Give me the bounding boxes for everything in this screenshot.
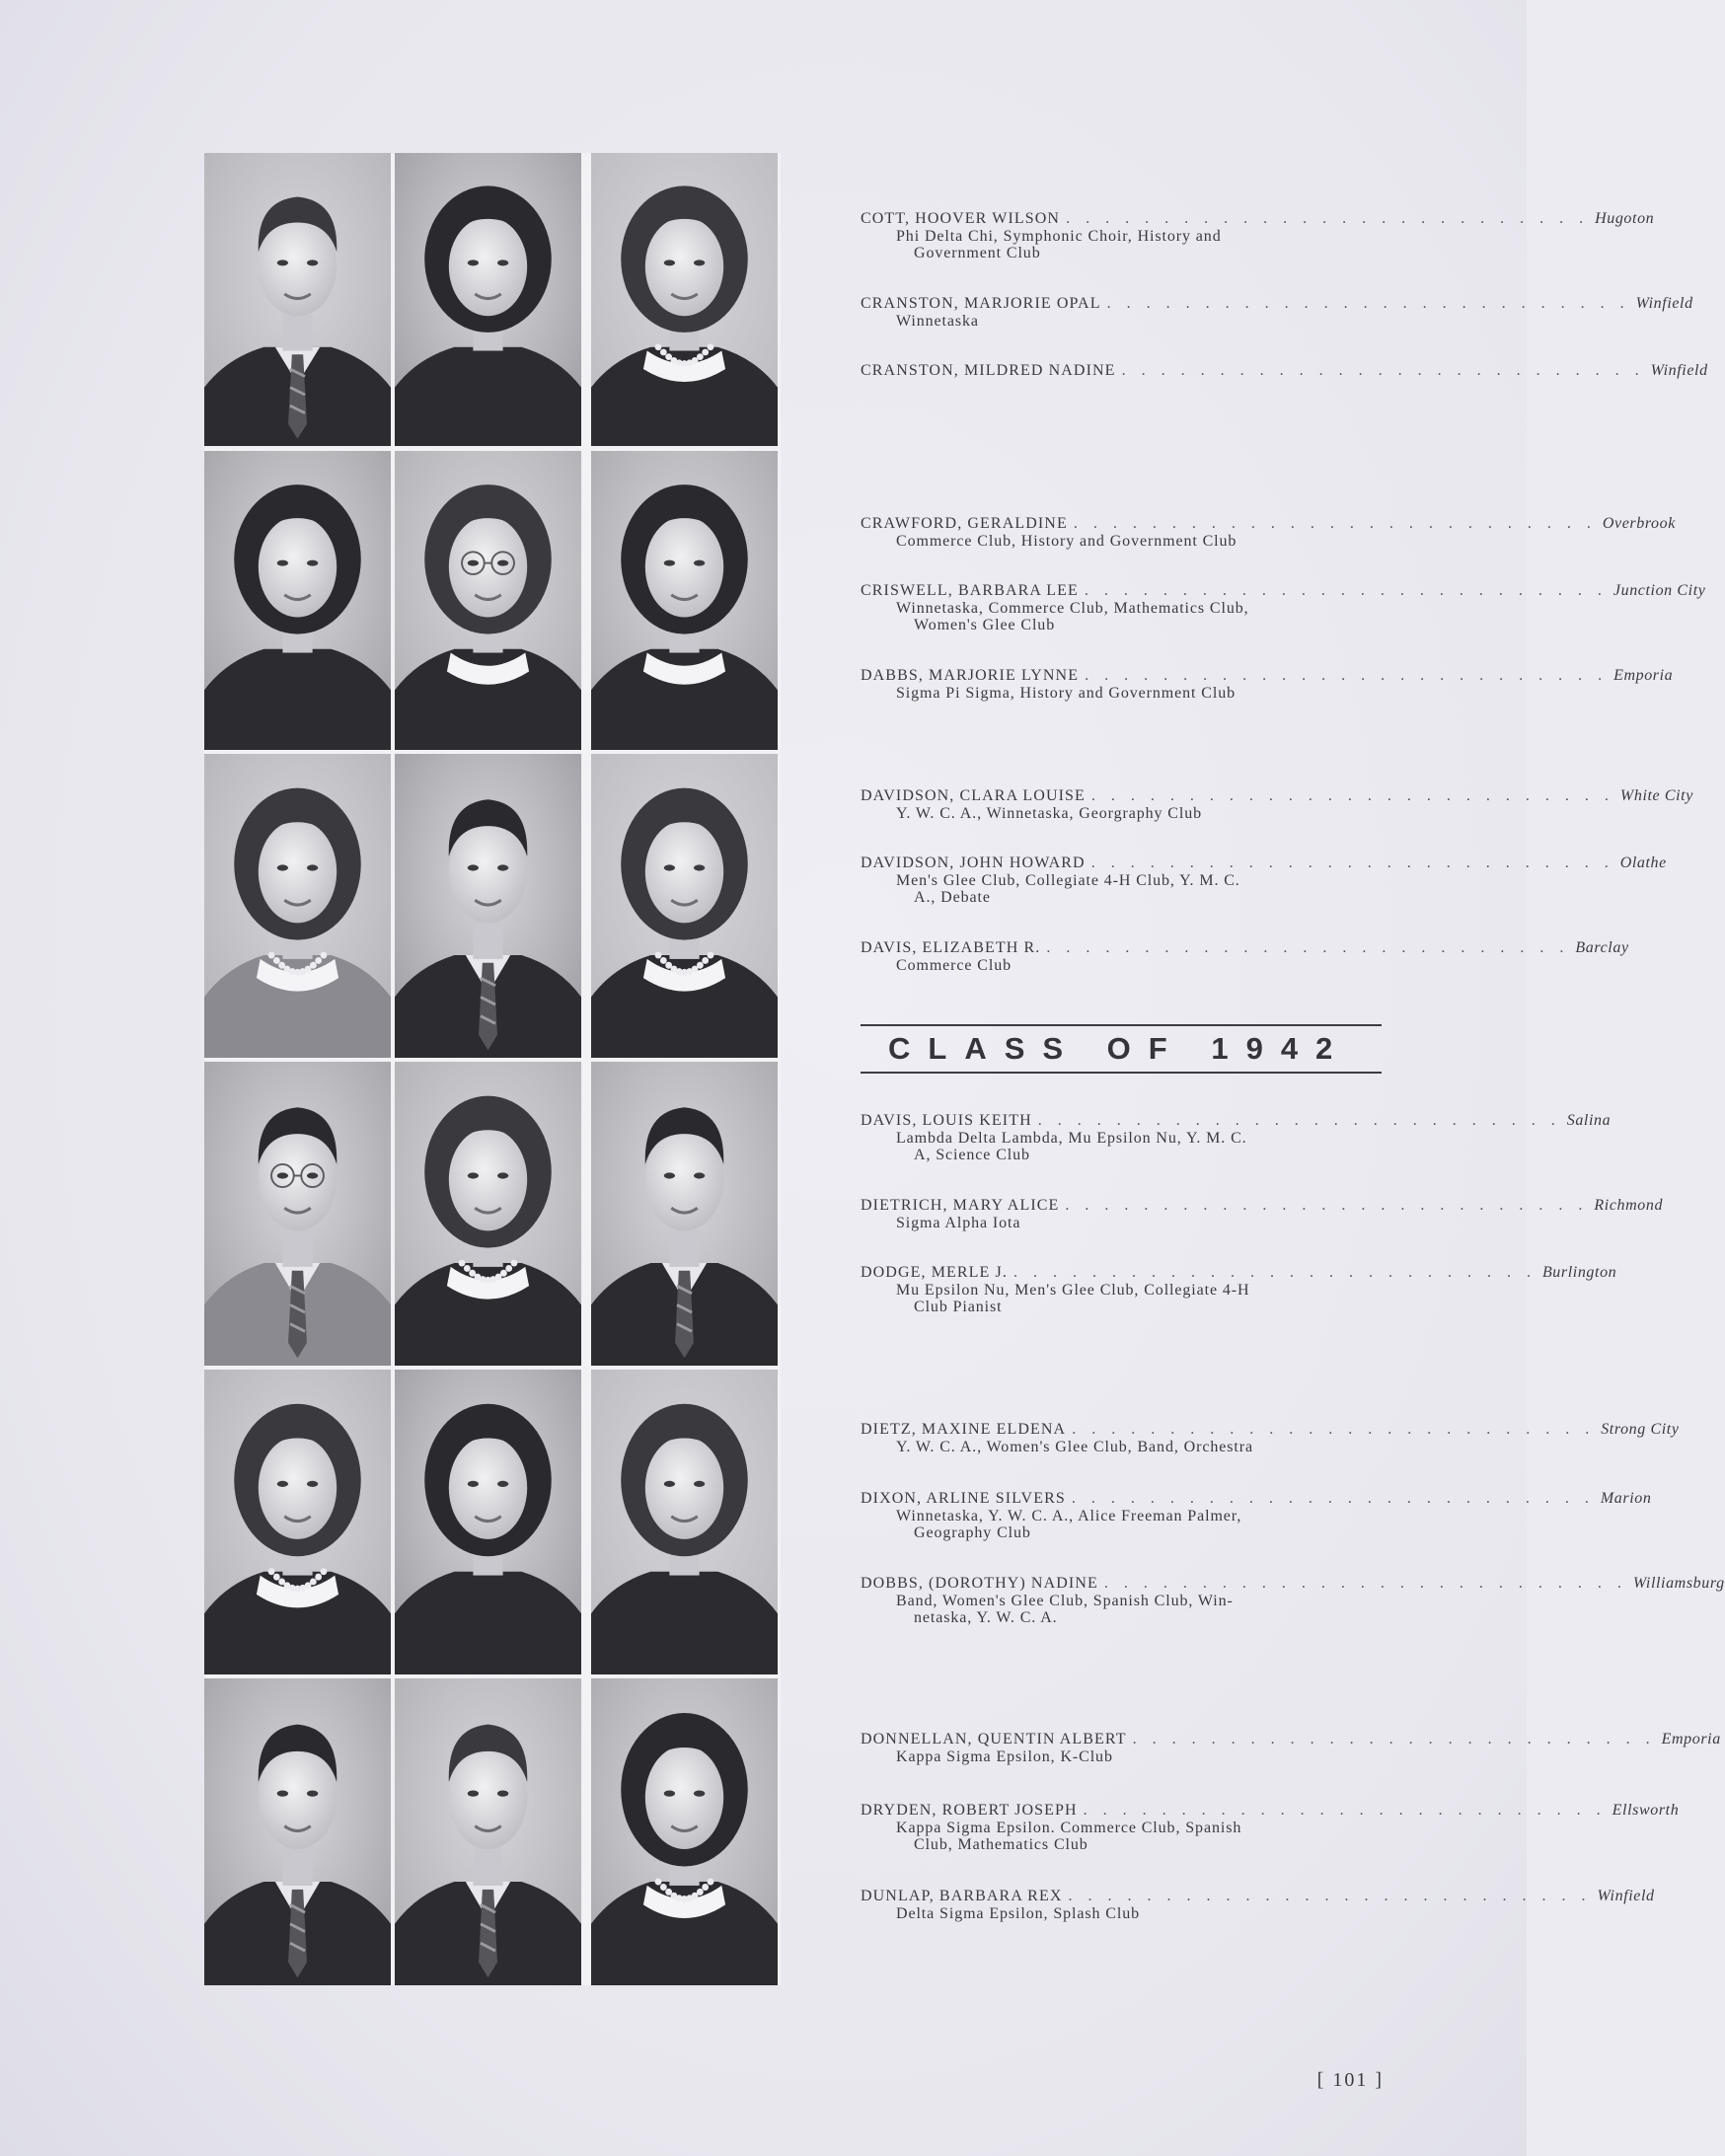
student-name: DABBS, MARJORIE LYNNE (861, 667, 1080, 684)
portrait-row (204, 451, 781, 750)
dot-leader: . . . . . . . . . . . . . . . . . . . . . . . . . . . (1090, 855, 1614, 871)
student-name: CRISWELL, BARBARA LEE (861, 582, 1079, 599)
portrait-row (204, 153, 781, 446)
activities-line: Mu Epsilon Nu, Men's Glee Club, Collegiate 4-H (896, 1282, 1250, 1299)
hometown: Hugoton (1595, 210, 1655, 227)
dot-leader: . . . . . . . . . . . . . . . . . . . . . . . . . . . (1132, 1731, 1656, 1747)
activities-line: Lambda Delta Lambda, Mu Epsilon Nu, Y. M. C. (896, 1130, 1247, 1147)
student-entry (861, 582, 1706, 633)
student-name: DODGE, MERLE J. (861, 1264, 1008, 1281)
student-name: CRANSTON, MARJORIE OPAL (861, 295, 1101, 312)
student-entry (861, 1490, 1652, 1541)
activities-list (896, 685, 1384, 702)
student-name: DAVIS, ELIZABETH R. (861, 939, 1041, 956)
dot-leader: . . . . . . . . . . . . . . . . . . . . . . . . . . . (1084, 582, 1608, 599)
entry-header (861, 1888, 1655, 1905)
student-entry (861, 1264, 1617, 1315)
student-portrait (204, 451, 391, 750)
activities-list (896, 1215, 1384, 1231)
student-name: CRANSTON, MILDRED NADINE (861, 362, 1116, 379)
hometown: Winfield (1597, 1888, 1655, 1904)
student-portrait (591, 451, 778, 750)
dot-leader: . . . . . . . . . . . . . . . . . . . . . . . . . . . (1083, 1802, 1607, 1819)
activities-line: Club Pianist (914, 1299, 1003, 1315)
hometown: Williamsburg (1632, 1575, 1725, 1592)
student-entry (861, 1197, 1664, 1231)
dot-leader: . . . . . . . . . . . . . . . . . . . . . . . . . . . (1072, 1421, 1596, 1438)
student-name: DIXON, ARLINE SILVERS (861, 1490, 1066, 1507)
activities-list (896, 1593, 1384, 1626)
student-entry (861, 1421, 1680, 1455)
student-portrait (204, 153, 391, 446)
activities-line: Club, Mathematics Club (914, 1836, 1088, 1853)
activities-list (896, 1508, 1384, 1541)
student-name: DAVIDSON, CLARA LOUISE (861, 787, 1086, 804)
activities-line: Commerce Club (896, 957, 1012, 974)
activities-line: Band, Women's Glee Club, Spanish Club, Win- (896, 1593, 1234, 1609)
student-entry (861, 295, 1693, 330)
student-entry (861, 1112, 1612, 1163)
entry-header (861, 1197, 1664, 1215)
entry-header (861, 295, 1693, 313)
activities-list (896, 1282, 1384, 1315)
entry-header (861, 582, 1706, 600)
activities-line: Kappa Sigma Epsilon. Commerce Club, Spanish (896, 1820, 1242, 1836)
class-heading: CLASS OF 1942 (861, 1024, 1382, 1074)
entry-header (861, 1802, 1680, 1820)
student-entry (861, 1575, 1725, 1626)
student-portrait (395, 451, 581, 750)
hometown: Winfield (1635, 295, 1693, 312)
student-portrait (204, 1678, 391, 1985)
hometown: Strong City (1601, 1421, 1680, 1438)
student-entry (861, 787, 1693, 822)
student-name: DIETRICH, MARY ALICE (861, 1197, 1060, 1214)
hometown: Winfield (1650, 362, 1708, 379)
student-portrait (395, 1370, 581, 1674)
hometown: Barclay (1575, 939, 1629, 956)
activities-line: Delta Sigma Epsilon, Splash Club (896, 1905, 1141, 1922)
activities-line: A, Science Club (914, 1147, 1030, 1163)
activities-line: Women's Glee Club (914, 617, 1056, 633)
student-portrait (395, 153, 581, 446)
dot-leader: . . . . . . . . . . . . . . . . . . . . . . . . . . . (1066, 210, 1590, 227)
activities-line: Geography Club (914, 1524, 1031, 1541)
student-portrait (395, 1678, 581, 1985)
student-entry (861, 1731, 1721, 1765)
activities-list (896, 600, 1384, 633)
dot-leader: . . . . . . . . . . . . . . . . . . . . . . . . . . . (1103, 1575, 1627, 1592)
entry-header (861, 515, 1676, 533)
student-entry (861, 855, 1667, 906)
student-name: DIETZ, MAXINE ELDENA (861, 1421, 1067, 1438)
student-entry (861, 210, 1655, 261)
activities-list (896, 957, 1384, 974)
activities-list (896, 1905, 1384, 1922)
dot-leader: . . . . . . . . . . . . . . . . . . . . . . . . . . . (1071, 1490, 1595, 1507)
activities-list (896, 1439, 1384, 1455)
student-name: COTT, HOOVER WILSON (861, 210, 1061, 227)
hometown: Ellsworth (1612, 1802, 1680, 1819)
dot-leader: . . . . . . . . . . . . . . . . . . . . . . . . . . . (1068, 1888, 1592, 1904)
dot-leader: . . . . . . . . . . . . . . . . . . . . . . . . . . . (1106, 295, 1630, 312)
student-entry (861, 362, 1708, 380)
student-portrait (204, 1062, 391, 1366)
activities-line: Winnetaska, Commerce Club, Mathematics Club, (896, 600, 1249, 617)
hometown: White City (1619, 787, 1693, 804)
student-entry (861, 667, 1674, 702)
activities-line: Kappa Sigma Epsilon, K-Club (896, 1748, 1113, 1765)
dot-leader: . . . . . . . . . . . . . . . . . . . . . . . . . . . (1037, 1112, 1561, 1129)
activities-list (896, 533, 1384, 550)
student-name: DRYDEN, ROBERT JOSEPH (861, 1802, 1078, 1819)
student-name: DAVIDSON, JOHN HOWARD (861, 855, 1086, 871)
student-entry (861, 515, 1676, 550)
activities-line: Commerce Club, History and Government Club (896, 533, 1238, 550)
entry-header (861, 1421, 1680, 1439)
dot-leader: . . . . . . . . . . . . . . . . . . . . . . . . . . . (1046, 939, 1570, 956)
activities-line: Men's Glee Club, Collegiate 4-H Club, Y. M. C. (896, 872, 1240, 889)
portrait-row (204, 1062, 781, 1366)
student-portrait (591, 754, 778, 1058)
activities-list (896, 805, 1384, 822)
student-name: DAVIS, LOUIS KEITH (861, 1112, 1032, 1129)
student-portrait (591, 1062, 778, 1366)
activities-line: netaska, Y. W. C. A. (914, 1609, 1058, 1626)
activities-list (896, 313, 1384, 330)
entry-header (861, 667, 1674, 685)
student-portrait (204, 754, 391, 1058)
portrait-row (204, 754, 781, 1058)
hometown: Overbrook (1602, 515, 1676, 532)
activities-list (896, 228, 1384, 261)
activities-list (896, 1130, 1384, 1163)
activities-list (896, 872, 1384, 906)
dot-leader: . . . . . . . . . . . . . . . . . . . . . . . . . . . (1085, 667, 1609, 684)
activities-line: Phi Delta Chi, Symphonic Choir, History and (896, 228, 1222, 245)
page-number: [ 101 ] (1316, 2069, 1384, 2091)
hometown: Emporia (1661, 1731, 1721, 1747)
dot-leader: . . . . . . . . . . . . . . . . . . . . . . . . . . . (1012, 1264, 1537, 1281)
activities-line: Y. W. C. A., Women's Glee Club, Band, Orchestra (896, 1439, 1253, 1455)
entry-header (861, 855, 1667, 872)
activities-line: Winnetaska (896, 313, 979, 330)
hometown: Emporia (1613, 667, 1674, 684)
entry-header (861, 787, 1693, 805)
portrait-row (204, 1678, 781, 1985)
student-entry (861, 1888, 1655, 1922)
activities-line: A., Debate (914, 889, 991, 906)
student-name: DOBBS, (DOROTHY) NADINE (861, 1575, 1098, 1592)
student-portrait (395, 754, 581, 1058)
hometown: Junction City (1612, 582, 1706, 599)
hometown: Olathe (1619, 855, 1667, 871)
portrait-grid (204, 153, 781, 1985)
entry-header (861, 362, 1708, 380)
hometown: Marion (1600, 1490, 1652, 1507)
dot-leader: . . . . . . . . . . . . . . . . . . . . . . . . . . . (1065, 1197, 1589, 1214)
student-portrait (591, 1678, 778, 1985)
entry-header (861, 1112, 1612, 1130)
hometown: Richmond (1594, 1197, 1664, 1214)
activities-line: Government Club (914, 245, 1041, 261)
student-name: DONNELLAN, QUENTIN ALBERT (861, 1731, 1127, 1747)
student-name: DUNLAP, BARBARA REX (861, 1888, 1063, 1904)
dot-leader: . . . . . . . . . . . . . . . . . . . . . . . . . . . (1121, 362, 1645, 379)
student-portrait (591, 1370, 778, 1674)
entry-header (861, 939, 1629, 957)
activities-list (896, 1820, 1384, 1853)
entry-header (861, 1264, 1617, 1282)
activities-line: Winnetaska, Y. W. C. A., Alice Freeman Palmer, (896, 1508, 1242, 1524)
student-entry (861, 1802, 1680, 1853)
entry-header (861, 210, 1655, 228)
portrait-row (204, 1370, 781, 1674)
entry-header (861, 1490, 1652, 1508)
activities-line: Sigma Alpha Iota (896, 1215, 1021, 1231)
entry-header (861, 1731, 1721, 1748)
hometown: Burlington (1541, 1264, 1617, 1281)
student-portrait (395, 1062, 581, 1366)
activities-line: Y. W. C. A., Winnetaska, Georgraphy Club (896, 805, 1203, 822)
student-entry (861, 939, 1629, 974)
student-portrait (591, 153, 778, 446)
dot-leader: . . . . . . . . . . . . . . . . . . . . . . . . . . . (1073, 515, 1597, 532)
entry-header (861, 1575, 1725, 1593)
activities-line: Sigma Pi Sigma, History and Government Club (896, 685, 1237, 702)
activities-list (896, 1748, 1384, 1765)
student-portrait (204, 1370, 391, 1674)
dot-leader: . . . . . . . . . . . . . . . . . . . . . . . . . . . (1090, 787, 1614, 804)
student-name: CRAWFORD, GERALDINE (861, 515, 1068, 532)
hometown: Salina (1566, 1112, 1612, 1129)
